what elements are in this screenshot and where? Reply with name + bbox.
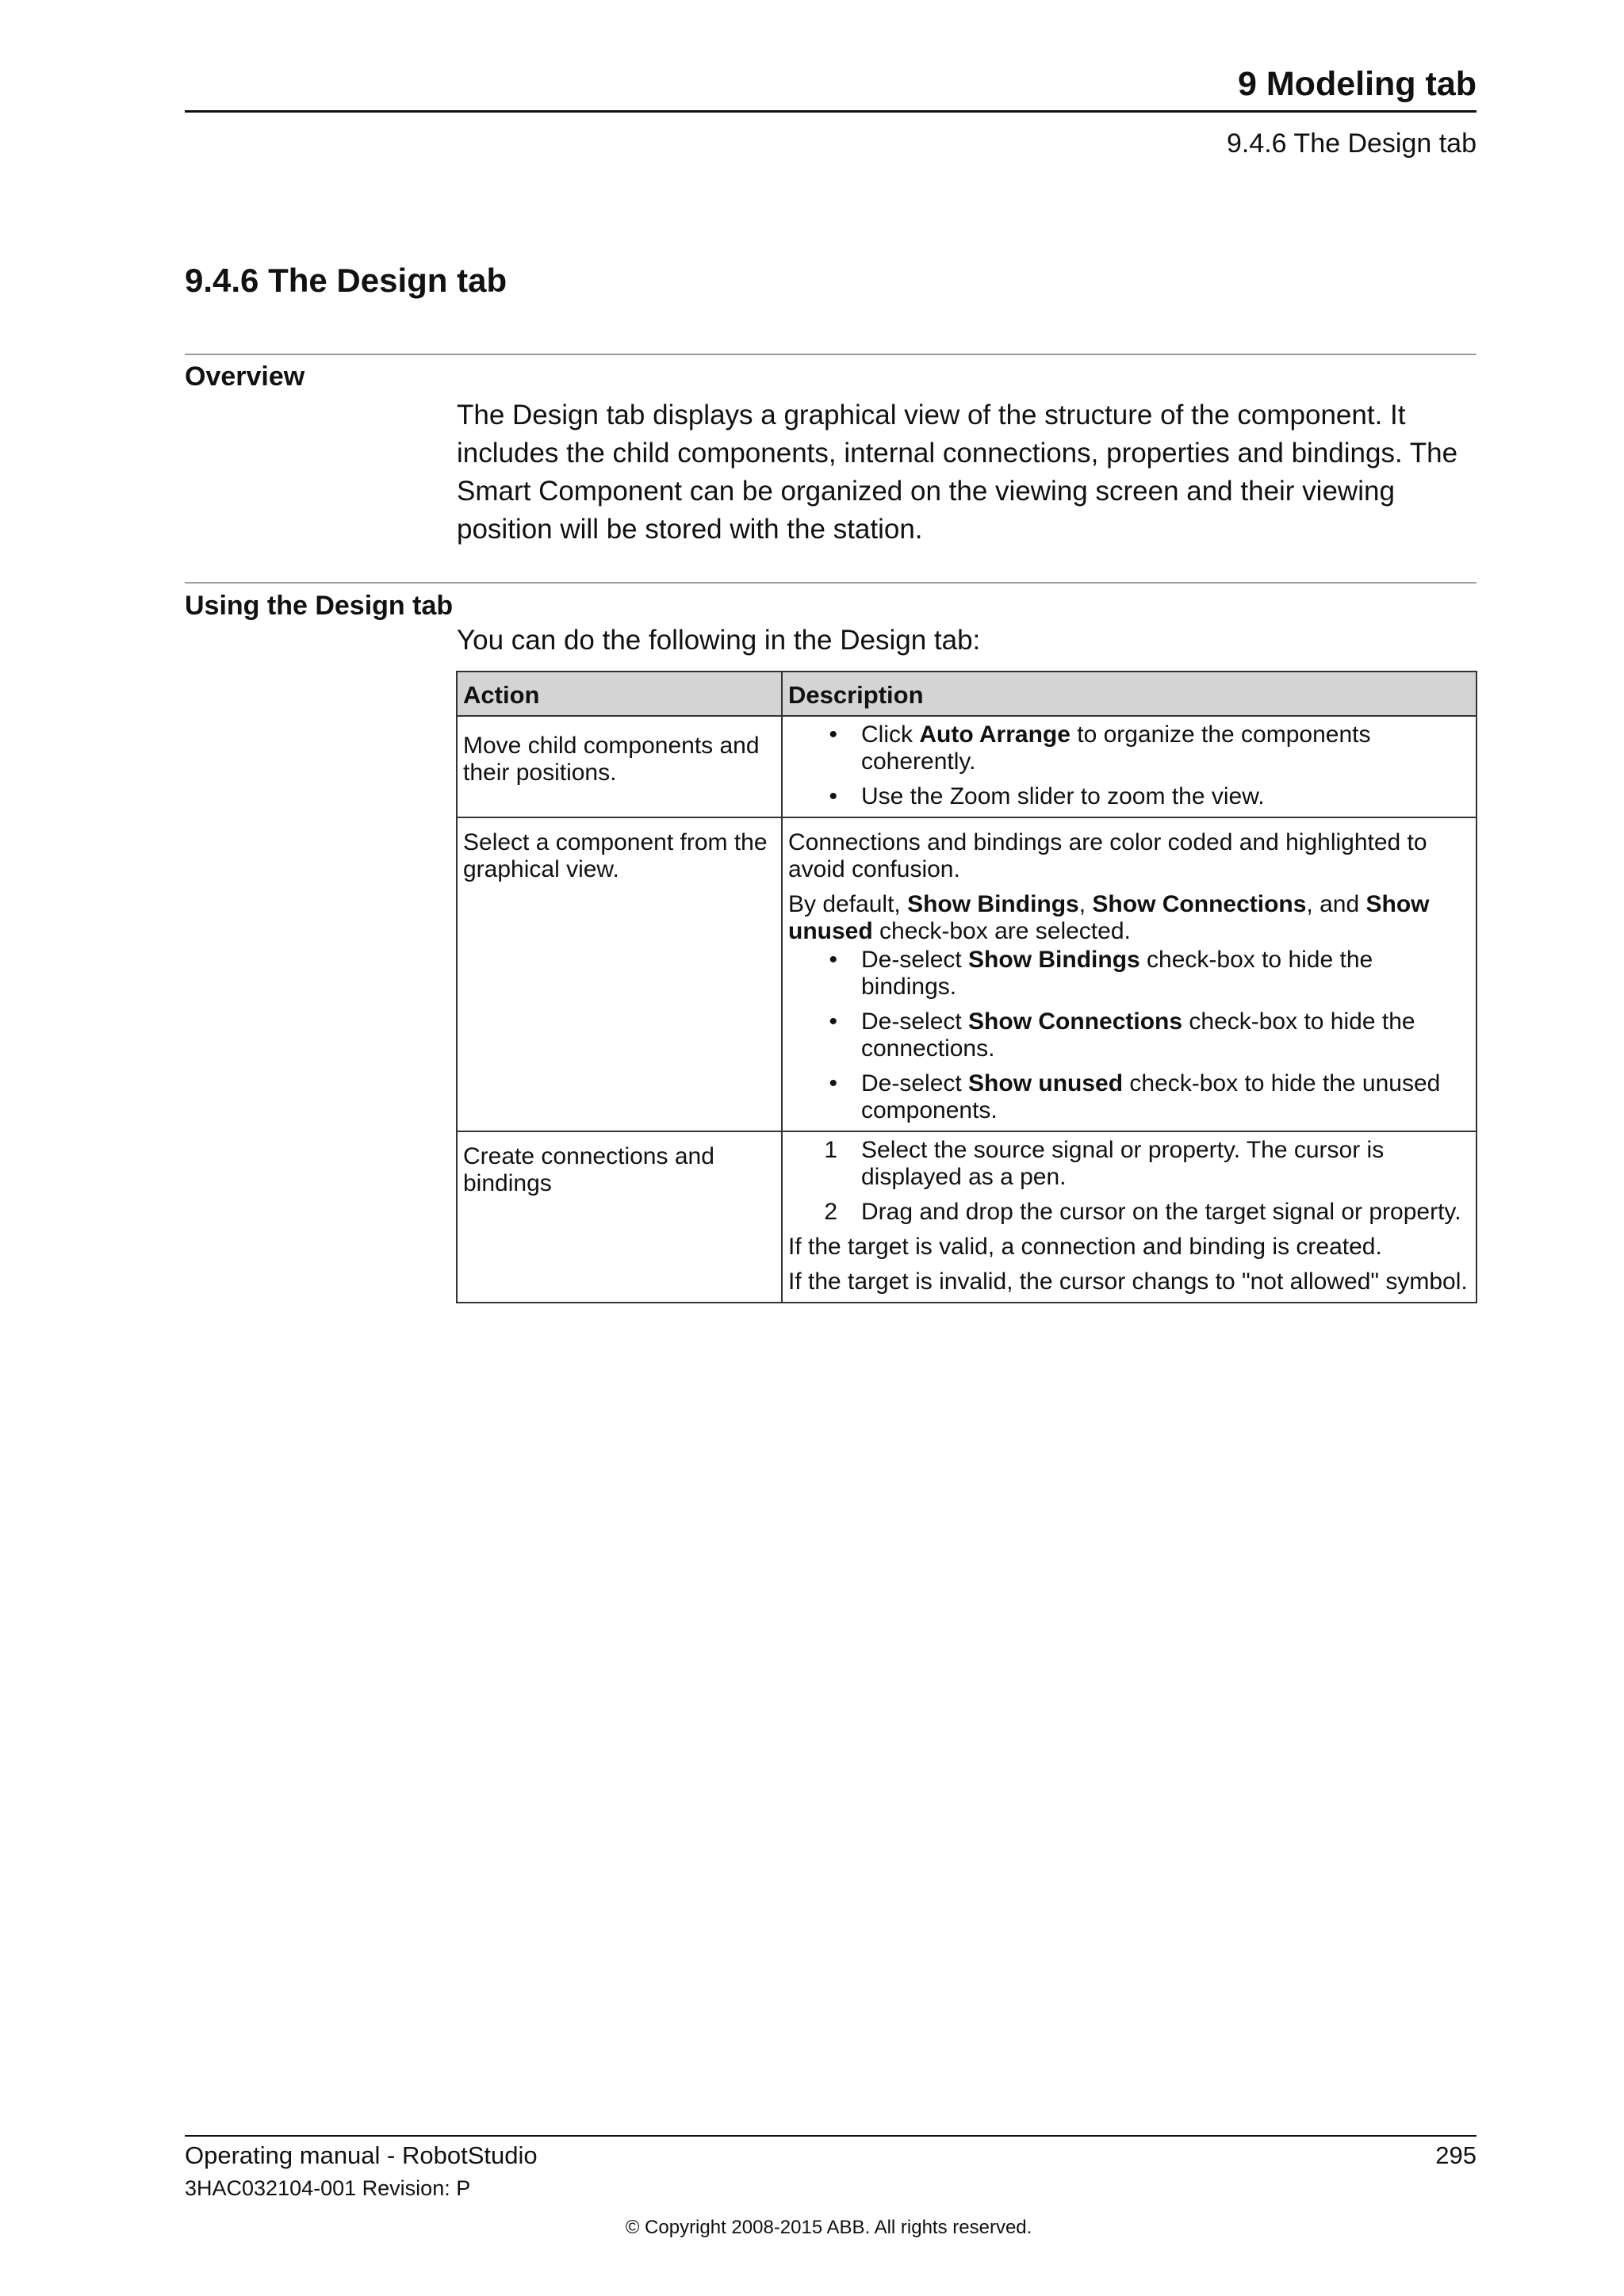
- description-paragraph: Connections and bindings are color coded and highlighted to avoid confusion.: [788, 829, 1427, 882]
- document-id: 3HAC032104-001 Revision: P: [185, 2176, 471, 2200]
- overview-rule: [185, 354, 1477, 355]
- table-header-row: [457, 672, 1477, 716]
- bullet-marker: •: [829, 947, 837, 973]
- page-number: 295: [1435, 2141, 1477, 2169]
- description-paragraph: If the target is invalid, the cursor changs to "not allowed" symbol.: [788, 1269, 1468, 1295]
- description-paragraph: By default, Show Bindings, Show Connections, and Show unused check-box are selected.: [788, 891, 1430, 944]
- step-number: 2: [824, 1199, 837, 1225]
- bullet-text: Click Auto Arrange to organize the components coherently.: [861, 721, 1371, 775]
- bullet-item: [788, 947, 1470, 1001]
- step-number: 1: [824, 1137, 837, 1163]
- ui-term: Show Bindings: [907, 891, 1079, 917]
- action-cell: Move child components and their positions.: [457, 716, 782, 817]
- copyright-notice: © Copyright 2008-2015 ABB. All rights reserved.: [625, 2217, 1032, 2238]
- step-text: Select the source signal or property. The cursor is displayed as a pen.: [861, 1137, 1385, 1190]
- action-cell: Create connections and bindings: [457, 1131, 782, 1303]
- header-description: Description: [782, 672, 1477, 716]
- bullet-marker: •: [829, 783, 837, 809]
- ui-term: Show unused: [788, 891, 1430, 944]
- using-rule: [185, 582, 1477, 584]
- description-cell: [782, 817, 1477, 1131]
- using-intro: You can do the following in the Design tab:: [457, 625, 981, 656]
- bullet-item: [788, 721, 1470, 775]
- section-title: 9.4.6 The Design tab: [185, 262, 508, 299]
- footer-manual-title: Operating manual - RobotStudio: [185, 2141, 538, 2169]
- bullet-text: Use the Zoom slider to zoom the view.: [861, 783, 1265, 809]
- description-cell: [782, 1131, 1477, 1303]
- description-cell: [782, 716, 1477, 817]
- bullet-marker: •: [829, 721, 837, 748]
- overview-heading: Overview: [185, 362, 305, 392]
- table-row: [457, 716, 1477, 817]
- bullet-text: De-select Show unused check-box to hide the unused components.: [861, 1070, 1441, 1123]
- footer-rule: [185, 2135, 1477, 2137]
- bullet-item: [788, 1070, 1470, 1124]
- bullet-marker: •: [829, 1070, 837, 1096]
- bullet-item: [788, 783, 1470, 810]
- ui-term: Auto Arrange: [919, 721, 1071, 748]
- ui-term: Show Connections: [968, 1008, 1183, 1035]
- running-header-chapter: 9 Modeling tab: [1238, 65, 1477, 103]
- ui-term: Show Connections: [1092, 891, 1307, 917]
- step-item: [788, 1137, 1470, 1191]
- description-paragraph: If the target is valid, a connection and binding is created.: [788, 1234, 1382, 1260]
- table-row: [457, 1131, 1477, 1303]
- bullet-marker: •: [829, 1008, 837, 1035]
- bullet-text: De-select Show Bindings check-box to hide the bindings.: [861, 947, 1373, 1000]
- ui-term: Show Bindings: [968, 947, 1140, 973]
- header-action: Action: [457, 672, 782, 716]
- action-cell: Select a component from the graphical view.: [457, 817, 782, 1131]
- ui-term: Show unused: [968, 1070, 1124, 1096]
- bullet-text: De-select Show Connections check-box to hide the connections.: [861, 1008, 1415, 1062]
- step-item: [788, 1199, 1470, 1226]
- header-rule: [185, 110, 1477, 113]
- action-table: [456, 671, 1477, 1303]
- bullet-item: [788, 1008, 1470, 1062]
- step-text: Drag and drop the cursor on the target signal or property.: [861, 1199, 1461, 1225]
- table-row: [457, 817, 1477, 1131]
- overview-paragraph: The Design tab displays a graphical view of the structure of the component. It includes the child components, internal connections, properties and bindings. The Smart Component can be organized on the viewing screen and their viewing position will be stored with the station.: [457, 400, 1458, 545]
- using-heading: Using the Design tab: [185, 591, 454, 621]
- running-header-section: 9.4.6 The Design tab: [1226, 128, 1477, 159]
